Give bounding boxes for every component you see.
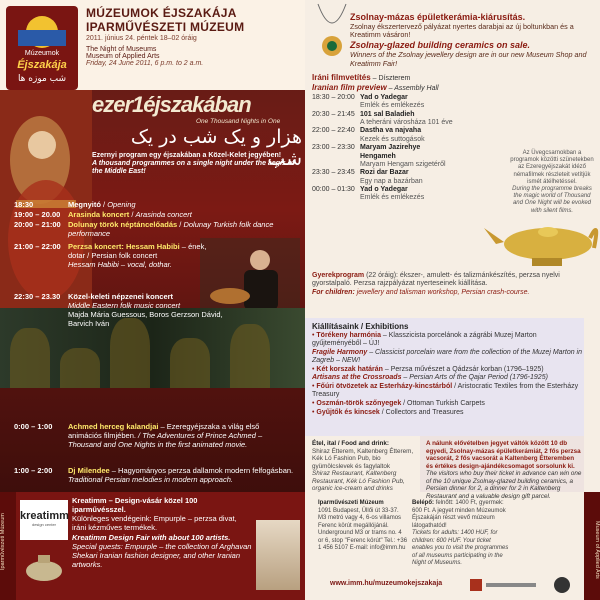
logo-persian-text: شب موزه ها: [17, 74, 67, 84]
voucher-section: A nálunk elővételben jegyet váltók között 10 db egyedi, Zsolnay-mázas épületkerámiát, 2 fős perzsa vacsorát, 2 fős vacsorát a Kaltenberg Étteremben és értékes design-ajándékcsomagot sorsolunk ki. The visitors who buy their ticket in advance can win one of the 10 unique Zsolnay-glazed building ceramics, a Persian dinner for 2, a dinner for 2 in Kaltenberg Restaurant and a valuable design gift parcel.: [426, 440, 582, 500]
date-en: Friday, 24 June 2011, 6 p.m. to 2 a.m.: [86, 60, 204, 67]
exhibition-item: • Oszmán-török szőnyegek / Ottoman Turkish Carpets: [312, 400, 485, 407]
date-hu: 2011. június 24. péntek 18–02 óráig: [86, 35, 197, 42]
banner-subtitle: One Thousand Nights in One: [196, 118, 281, 125]
program-row: 22:30 – 23.30 Közel-keleti népzenei koncert Middle Eastern folk music concert Majda Mária Guessous, Boros Gerzson Dávid, Barvich Iván: [14, 292, 223, 328]
children-program: Gyerekprogram (22 óráig): ékszer-, amulett- és talizmánkészítés, perzsa nyelvi gyorstalpaló. Perzsa rajzpályázat nyerteseinek kiállítása. For children: jewellery and talisman workshop, Persian crash-course.: [312, 272, 560, 296]
event-title: MÚZEUMOK ÉJSZAKÁJA: [86, 6, 237, 20]
intro-hu: Ezernyi program egy éjszakában a Közel-Kelet jegyében!: [92, 152, 282, 159]
ticket-block: Belépő: felnőtt: 1400 Ft, gyermek: 600 Ft. A jegyet minden Múzeumok Éjszakáján részt vevő múzeum látogathatód! Tickets for adults: 1400 HUF, for children: 600 HUF. Your ticket enables you to visit the programmes of all museums participating in the Night of Museums.: [412, 500, 509, 566]
zsolnay-block: Zsolnay-mázas épületkerámia-kiárusítás. Zsolnay ékszertervező pályázat nyertes darabjai az új boltunkban és a Kreatimm vásáron! Zsolnay-glazed building ceramics on sale. Winners of the Zsolnay jewellery design are in our new Museum Shop and Kreatimm Fair!: [350, 12, 587, 68]
sun-icon: [6, 10, 78, 50]
film-row: 18:30 – 20:00 Yad o Yadegar Emlék és emlékezés: [312, 93, 425, 110]
logo-main-text: Éjszakája: [17, 59, 67, 71]
kreatimm-text: Kreatimm – Design-vásár közel 100 iparművésszel. Különleges vendégeink: Empurple – perzsa divat, iráni kézműves termékek. Kreatimm Design Fair with about 100 artists. Special guests: Empurple – the collection of Arghavan Shekari Iranian fashion designer, and other Iranian artworks.: [72, 496, 252, 569]
exhibition-item: • Főúri ötvözetek az Esterházy-kincstárból / Aristocratic Textiles from the Esterházy Treasury: [312, 382, 579, 399]
museum-title-en: Museum of Applied Arts: [86, 53, 160, 60]
program-row: 19:00 – 20.00 Arasinda koncert / Arasinda concert: [14, 210, 192, 219]
exhibition-item: • Törékeny harmónia – Klasszicista porcelánok a zágrábi Muzej Marton gyűjteményéből – ÚJ! Fragile Harmony – Classicist porcelain ware from the collection of the Muzej Marton in Zagreb – NEW!: [312, 331, 583, 365]
vertical-label-left: Iparművészeti Múzeum: [0, 492, 16, 600]
museum-night-logo: [6, 6, 78, 90]
logo-top-text: Múzeumok: [24, 50, 60, 57]
event-title-en: The Night of Museums: [86, 46, 157, 53]
program-row: 0:00 – 1:00 Achmed herceg kalandjai – Ezeregyéjszaka a világ első animációs filmjében. / The Adventures of Prince Achmed – Thousand and One Nights in the first animated movie.: [14, 422, 263, 449]
sponsor-logos: [470, 575, 580, 595]
address-block: Iparművészeti Múzeum 1091 Budapest, Üllői út 33-37. M3 metró vagy 4, 6-os villamos Ferenc körút megállójánál. Underground M3 or trams no. 4 or 6, stop "Ferenc körút" Tel.: +36 1 456 5107 E-mail: info@imm.hu: [318, 500, 408, 551]
vertical-label-right: Museum of Applied Arts: [584, 492, 600, 600]
intro-en: A thousand programmes on a single night under the aegis of the Middle East!: [92, 160, 295, 176]
exhibition-item: • Gyűjtők és kincsek / Collectors and Treasures: [312, 408, 464, 416]
film-row: 22:00 – 22:40 Dastha va najvaha Kezek és suttogások: [312, 127, 425, 143]
kreatimm-logo: kreatimm design center: [20, 500, 68, 540]
fashion-model-photo: [256, 520, 300, 590]
intro-text: [92, 152, 297, 176]
film-section: Iráni filmvetítés – Díszterem Iranian film preview – Assembly Hall 18:30 – 20:00 Yad o Yadegar Emlék és emlékezés 20:30 – 21:45 101 sal Baladieh A teheráni városháza 101 éve 22:00 – 22:40 Dastha va najvaha Kezek és suttogások 23:00 – 23:30 Maryam Jazirehye Hengameh Maryam Hengam szigetéről 23:30 – 23:45 Rozi dar Bazar Egy nap a bazárban 00:00 – 01:30 Yad o Yadegar Emlék és emlékezés: [312, 73, 512, 203]
website-link[interactable]: www.imm.hu/muzeumokejszakaja: [330, 580, 443, 587]
film-row: 23:30 – 23:45 Rozi dar Bazar Egy nap a bazárban: [312, 169, 423, 185]
lamp-note: Az Üvegcsarnokban a programok közötti szünetekben az Ezeregyéjszakát idéző némafilmek részleteit vetítjük ismét átélhetéssel. During the programme breaks the magic world of Thousand and One Night will be evoked with silent films.: [510, 150, 594, 214]
museum-title: IPARMŰVÉSZETI MÚZEUM: [86, 20, 245, 34]
teapot-image: [20, 545, 68, 585]
exhibitions-section: Kiállításaink / Exhibitions • Törékeny harmónia – Klasszicista porcelánok a zágrábi Muzej Marton gyűjteményéből – ÚJ! Fragile Harmony – Classicist porcelain ware from the collection of the Muzej Marton in Zagreb – NEW! • Két korszak határán – Perzsa művészet a Qádzsár korban (1796–1925) Artisans at the Crossroads – Persian Arts of the Qajar Period (1796-1925) • Főúri ötvözetek az Esterházy-kincstárból / Aristocratic Textiles from the Esterházy Treasury • Oszmán-török szőnyegek / Ottoman Turkish Carpets • Gyűjtők és kincsek / Collectors and Treasures: [312, 322, 583, 416]
program-row: 18:30 Megnyitó / Opening: [14, 200, 136, 209]
necklace-image: [314, 2, 350, 66]
program-row: 21:00 – 22:00 Perzsa koncert: Hessam Habibi – ének, dotar / Persian folk concert Hessam Habibi – vocal, dothar.: [14, 242, 207, 269]
exhibition-item: • Két korszak határán – Perzsa művészet a Qádzsár korban (1796–1925) Artisans at the Crossroads – Persian Arts of the Qajar Period (1796-1925): [312, 365, 548, 382]
banner-persian-title: هزار و یک شب در یک شب: [130, 126, 302, 170]
oil-lamp-image: [482, 198, 600, 270]
film-row: 20:30 – 21:45 101 sal Baladieh A teheráni városháza 101 éve: [312, 110, 453, 126]
food-section: Étel, ital / Food and drink: Shiraz Étterem, Kaltenberg Étterem, Kék Ló Fashion Pub, bio gyümölcslevek és fagylaltok Shiraz Restaurant, Kaltenberg Restaurant, Kék Ló Fashion Pub, organic ice-cream and drinks: [312, 440, 414, 493]
film-row: 23:00 – 23:30 Maryam Jazirehye Hengameh Maryam Hengam szigetéről: [312, 144, 446, 168]
banner-title: ezer1éjszakában: [92, 92, 251, 117]
film-row: 00:00 – 01:30 Yad o Yadegar Emlék és emlékezés: [312, 186, 425, 202]
program-row: 1:00 – 2:00 Dj Milendee – Hagyományos perzsa dallamok modern felfogásban. Traditional Persian melodies in modern approach.: [14, 466, 294, 484]
program-row: 20:00 – 21:00 Dolunay török néptáncelőadás / Dolunay Turkish folk dance performance: [14, 220, 274, 238]
brand-block: [86, 6, 301, 67]
